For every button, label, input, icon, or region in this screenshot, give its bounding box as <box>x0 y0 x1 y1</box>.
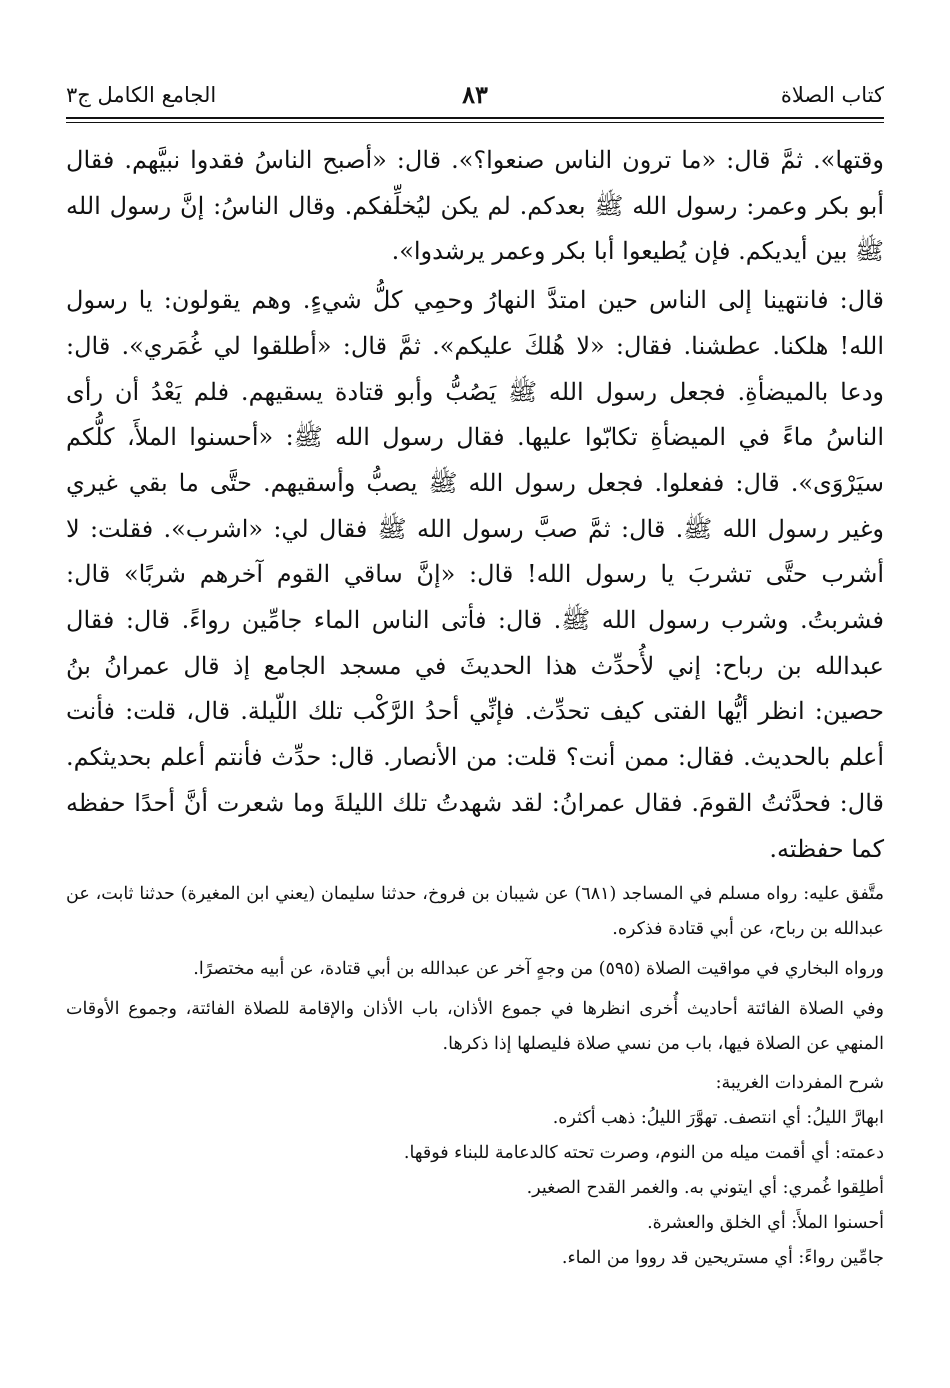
glossary-item: أطلِقوا غُمري: أي ايتوني به. والغمر القدح الصغير. <box>526 1178 884 1199</box>
glossary-item: دعمته: أي أقمت ميله من النوم، وصرت تحته كالدعامة للبناء فوقها. <box>403 1143 884 1164</box>
glossary-title: شرح المفردات الغريبة: <box>715 1073 884 1094</box>
hadith-paragraph-1: وقتها». ثمَّ قال: «ما ترون الناس صنعوا؟». قال: «أصبح الناسُ فقدوا نبيَّهم. فقال أبو بكر وعمر: رسول الله ﷺ بعدكم. لم يكن ليُخلِّفكم. وقال الناسُ: إنَّ رسول الله ﷺ بين أيديكم. فإن يُطيعوا أبا بكر وعمر يرشدوا». <box>66 146 884 266</box>
page-header <box>66 80 884 120</box>
header-rule <box>66 117 884 119</box>
glossary-item: ابهارَّ الليلُ: أي انتصف. تهوَّرَ الليلُ: ذهب أكثره. <box>552 1108 884 1129</box>
page-content <box>66 138 884 1277</box>
chapter-title: كتاب الصلاة <box>780 83 884 107</box>
book-title: الجامع الكامل ج٣ <box>66 83 217 107</box>
glossary-item: أحسنوا الملأَ: أي الخلق والعشرة. <box>647 1213 884 1234</box>
takhrij-note-3: وفي الصلاة الفائتة أحاديث أُخرى انظرها في جموع الأذان، باب الأذان والإقامة للصلاة الفائتة، وجموع الأوقات المنهي عن الصلاة فيها، باب من نسي صلاة فليصلها إذا ذكرها. <box>66 999 884 1055</box>
header-rule-thin <box>66 122 884 123</box>
takhrij-note-1: متَّفق عليه: رواه مسلم في المساجد (٦٨١) عن شيبان بن فروخ، حدثنا سليمان (يعني ابن المغيرة) حدثنا ثابت، عن عبدالله بن رباح، عن أبي قتادة فذكره. <box>66 884 884 940</box>
takhrij-note-2: ورواه البخاري في مواقيت الصلاة (٥٩٥) من وجهٍ آخر عن عبدالله بن أبي قتادة، عن أبيه مختصرًا. <box>193 959 884 980</box>
page-number: ٨٣ <box>462 80 488 109</box>
hadith-paragraph-2: قال: فانتهينا إلى الناس حين امتدَّ النهارُ وحمِي كلُّ شيءٍ. وهم يقولون: يا رسول الله! هلكنا. عطشنا. فقال: «لا هُلكَ عليكم». ثمَّ قال: «أطلقوا لي غُمَري». قال: ودعا بالميضأةِ. فجعل رسول الله ﷺ يَصُبُّ وأبو قتادة يسقيهم. فلم يَعْدُ أن رأى الناسُ ماءً في الميضأةِ تكابّوا عليها. فقال رسول الله ﷺ: «أحسنوا الملأَ، كلُّكم سيَرْوَى». قال: ففعلوا. فجعل رسول الله ﷺ يصبُّ وأسقيهم. حتَّى ما بقي غيري وغير رسول الله ﷺ. قال: ثمَّ صبَّ رسول الله ﷺ فقال لي: «اشرب». فقلت: لا أشرب حتَّى تشربَ يا رسول الله! قال: «إنَّ ساقي القوم آخرهم شربًا» قال: فشربتُ. وشرب رسول الله ﷺ. قال: فأتى الناس الماء جامِّين رواءً. قال: فقال عبدالله بن رباح: إني لأُحدِّث هذا الحديثَ في مسجد الجامع إذ قال عمرانُ بنُ حصين: انظر أيُّها الفتى كيف تحدِّث. فإنِّي أحدُ الرَّكْب تلك اللّيلة. قال، قلت: فأنت أعلم بالحديث. فقال: ممن أنت؟ قلت: من الأنصار. قال: حدِّث فأنتم أعلم بحديثكم. قال: فحدَّثتُ القومَ. فقال عمرانُ: لقد شهدتُ تلك الليلةَ وما شعرت أنَّ أحدًا حفظه كما حفظته. <box>66 286 885 863</box>
glossary-item: جامِّين رواءً: أي مستريحين قد رووا من الماء. <box>561 1248 884 1269</box>
